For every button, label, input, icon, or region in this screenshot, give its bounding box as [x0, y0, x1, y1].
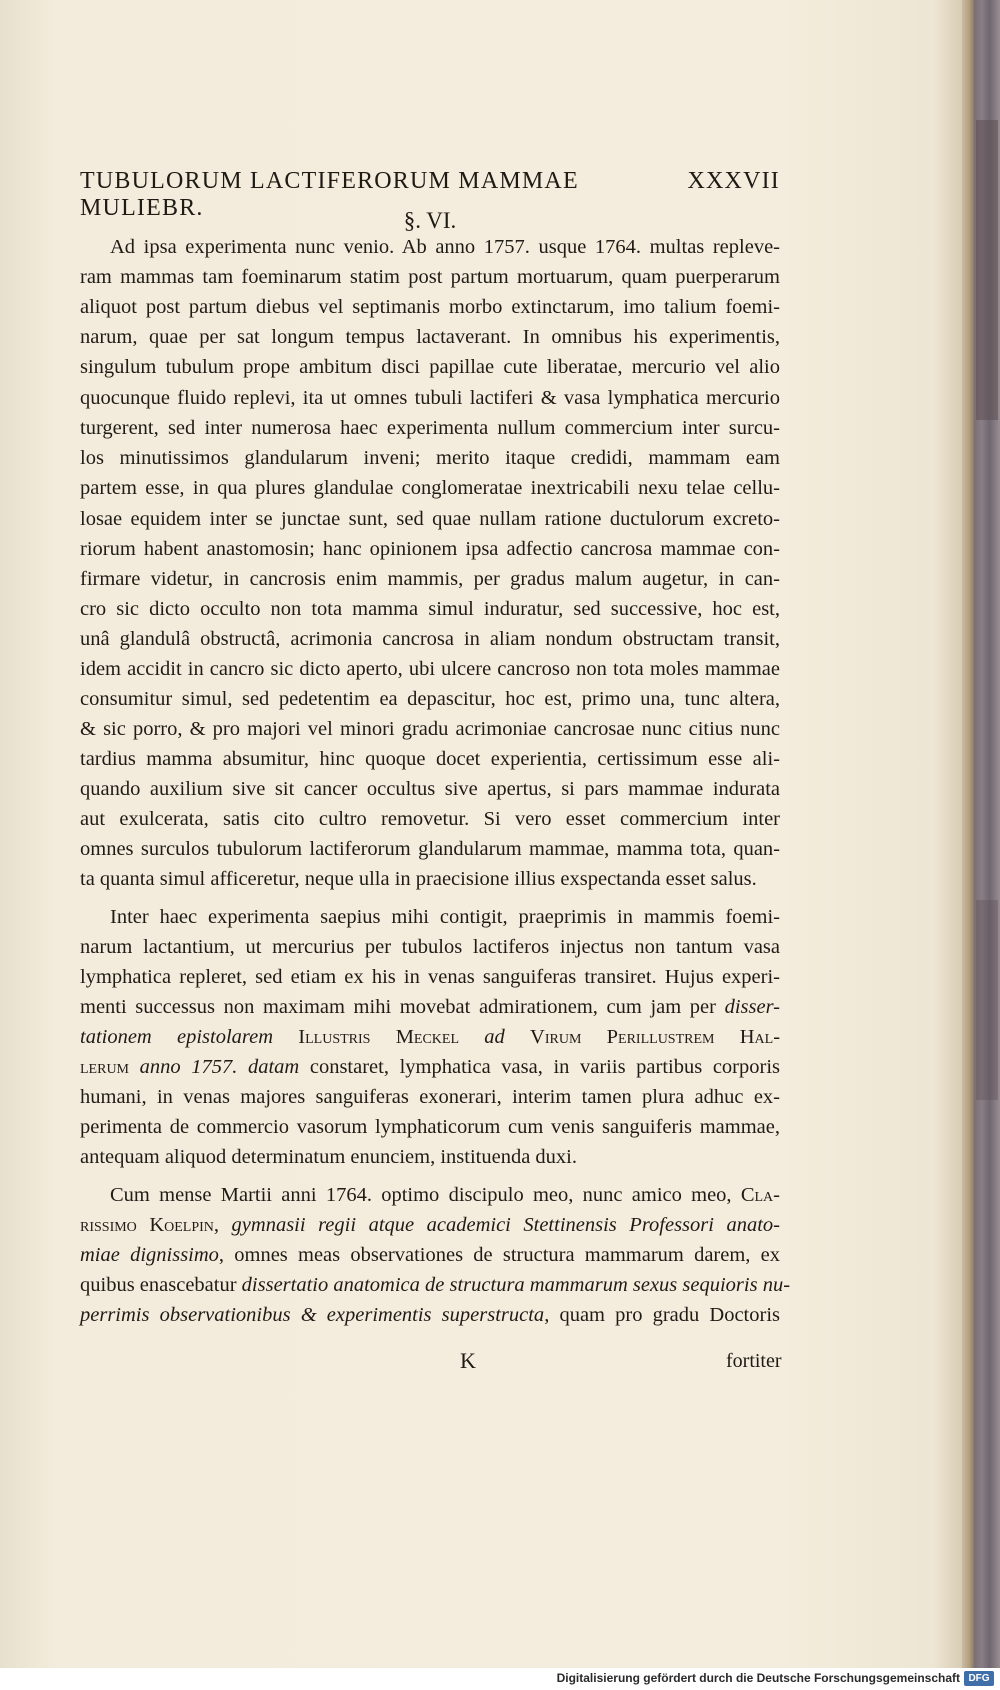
- text-line: [80, 834, 780, 864]
- text-segment: Ad ipsa experimenta nunc venio. Ab anno 1757. usque 1764. multas repleve-: [110, 236, 780, 258]
- text-line: [80, 473, 780, 503]
- small-caps-text: Cla-: [740, 1184, 780, 1206]
- text-segment: [129, 1056, 140, 1078]
- text-line: [80, 992, 780, 1022]
- page-number: XXXVII: [687, 168, 780, 194]
- text-line: [80, 714, 780, 744]
- text-segment: Inter haec experimenta saepius mihi contigit, praeprimis in mammis foemi-: [110, 906, 780, 928]
- text-line: [80, 1300, 780, 1330]
- text-segment: menti successus non maximam mihi movebat admirationem, cum jam per: [80, 996, 725, 1018]
- text-segment: losae equidem inter se junctae sunt, sed quae nullam ratione ductulorum excreto-: [80, 508, 780, 530]
- text-line: [80, 1270, 791, 1300]
- catchword: fortiter: [726, 1350, 782, 1372]
- italic-text: ad: [484, 1026, 505, 1048]
- text-segment: unâ glandulâ obstructâ, acrimonia cancrosa in aliam nondum obstructam transit,: [80, 628, 780, 650]
- footer-bar: [0, 1668, 1000, 1690]
- small-caps-text: rissimo Koelpin: [80, 1214, 214, 1236]
- page-edge: [962, 0, 974, 1668]
- italic-text: anno 1757. datam: [139, 1056, 300, 1078]
- text-segment: riorum habent anastomosin; hanc opinionem ipsa adfectio cancrosa mammae con-: [80, 538, 780, 560]
- text-line: [80, 534, 780, 564]
- text-line: [80, 292, 780, 322]
- text-segment: cro sic dicto occulto non tota mamma simul induratur, sed successive, hoc est,: [80, 598, 780, 620]
- running-title: TUBULORUM LACTIFERORUM MAMMAE MULIEBR.: [80, 168, 579, 221]
- text-segment: lymphatica repleret, sed etiam ex his in venas sanguiferas transiret. Hujus experi-: [80, 966, 780, 988]
- text-line: [80, 1240, 780, 1270]
- italic-text: dissertatio anatomica de structura mammarum sexus sequioris nu-: [241, 1274, 791, 1296]
- text-line: [80, 262, 780, 292]
- small-caps-text: lerum: [80, 1056, 129, 1078]
- text-line: [80, 504, 780, 534]
- text-line: [80, 864, 780, 894]
- text-segment: singulum tubulum prope ambitum disci papillae cute liberatae, mercurio vel alio: [80, 356, 780, 378]
- text-line: [80, 352, 780, 382]
- footer-credit: Digitalisierung gefördert durch die Deutsche Forschungsgemeinschaft: [556, 1671, 960, 1685]
- text-line: [80, 774, 780, 804]
- text-line: [80, 1210, 780, 1240]
- text-segment: aut exulcerata, satis cito cultro removetur. Si vero esset commercium inter: [80, 808, 780, 830]
- section-heading: §. VI.: [403, 208, 457, 233]
- text-segment: narum lactantium, ut mercurius per tubulos lactiferos injectus non tantum vasa: [80, 936, 780, 958]
- text-line: [80, 932, 780, 962]
- text-segment: [505, 1026, 530, 1048]
- cover-wear: [976, 120, 998, 420]
- text-line: [80, 383, 780, 413]
- italic-text: disser-: [724, 996, 780, 1018]
- text-line: [80, 1052, 780, 1082]
- text-segment: ram mammas tam foeminarum statim post partum mortuarum, quam puerperarum: [80, 266, 780, 288]
- text-line: [80, 443, 780, 473]
- text-line: [80, 594, 780, 624]
- text-segment: , omnes meas observationes de structura mammarum darem, ex: [218, 1244, 780, 1266]
- text-line: [110, 1180, 780, 1210]
- text-line: [80, 1022, 780, 1052]
- text-segment: antequam aliquod determinatum enunciem, instituenda duxi.: [80, 1146, 577, 1168]
- text-line: [80, 1082, 780, 1112]
- text-line: [110, 902, 780, 932]
- text-line: [80, 804, 780, 834]
- italic-text: gymnasii regii atque academici Stettinensis Professori anato-: [231, 1214, 780, 1236]
- text-line: [80, 684, 780, 714]
- text-line: [80, 624, 780, 654]
- text-segment: los minutissimos glandularum inveni; merito itaque credidi, mammam eam: [80, 447, 780, 469]
- text-segment: firmare videtur, in cancrosis enim mammis, per gradus malum augetur, in can-: [80, 568, 780, 590]
- text-segment: ta quanta simul afficeretur, neque ulla in praecisione illius exspectanda esset salus.: [80, 868, 757, 890]
- text-segment: narum, quae per sat longum tempus lactaverant. In omnibus his experimentis,: [80, 326, 780, 348]
- text-line: [80, 1112, 780, 1142]
- text-line: [80, 413, 780, 443]
- text-line: [80, 1142, 780, 1172]
- text-segment: quocunque fluido replevi, ita ut omnes tubuli lactiferi & vasa lymphatica mercurio: [80, 387, 780, 409]
- text-line: [80, 654, 780, 684]
- text-line: [80, 744, 780, 774]
- cover-wear: [976, 900, 998, 1100]
- italic-text: tationem epistolarem: [80, 1026, 274, 1048]
- text-line: [80, 322, 780, 352]
- text-segment: omnes surculos tubulorum lactiferorum glandularum mammae, mamma tota, quan-: [80, 838, 780, 860]
- signature-mark: K: [460, 1348, 476, 1373]
- text-segment: perimenta de commercio vasorum lymphaticorum cum venis sanguiferis mammae,: [80, 1116, 780, 1138]
- text-segment: , quam pro gradu Doctoris: [544, 1304, 780, 1326]
- text-segment: Cum mense Martii anni 1764. optimo discipulo meo, nunc amico meo,: [110, 1184, 741, 1206]
- text-segment: consumitur simul, sed pedetentim ea depascitur, hoc est, primo una, tunc altera,: [80, 688, 780, 710]
- italic-text: miae dignissimo: [80, 1244, 219, 1266]
- small-caps-text: Virum Perillustrem Hal-: [530, 1026, 781, 1048]
- text-segment: constaret, lymphatica vasa, in variis partibus corporis: [299, 1056, 781, 1078]
- dfg-logo: DFG: [964, 1671, 994, 1686]
- text-line: [110, 232, 780, 262]
- text-segment: [273, 1026, 298, 1048]
- italic-text: perrimis observationibus & experimentis superstructa: [80, 1304, 545, 1326]
- text-segment: ,: [213, 1214, 232, 1236]
- text-segment: quando auxilium sive sit cancer occultus sive apertus, si pars mammae indurata: [80, 778, 780, 800]
- text-segment: tardius mamma absumitur, hinc quoque docet experientia, certissimum esse ali-: [80, 748, 780, 770]
- text-segment: quibus enascebatur: [80, 1274, 242, 1296]
- text-line: [80, 564, 780, 594]
- text-segment: partem esse, in qua plures glandulae conglomeratae inextricabili nexu telae cellu-: [80, 477, 780, 499]
- text-segment: [459, 1026, 484, 1048]
- text-segment: idem accidit in cancro sic dicto aperto, ubi ulcere cancroso non tota moles mammae: [80, 658, 780, 680]
- small-caps-text: Illustris Meckel: [298, 1026, 460, 1048]
- text-segment: aliquot post partum diebus vel septimanis morbo extinctarum, imo talium foemi-: [80, 296, 780, 318]
- text-line: [80, 962, 780, 992]
- text-segment: & sic porro, & pro majori vel minori gradu acrimoniae cancrosae nunc citius nunc: [80, 718, 780, 740]
- text-segment: humani, in venas majores sanguiferas exonerari, interim tamen plura adhuc ex-: [80, 1086, 780, 1108]
- text-segment: turgerent, sed inter numerosa haec experimenta nullum commercium inter surcu-: [80, 417, 780, 439]
